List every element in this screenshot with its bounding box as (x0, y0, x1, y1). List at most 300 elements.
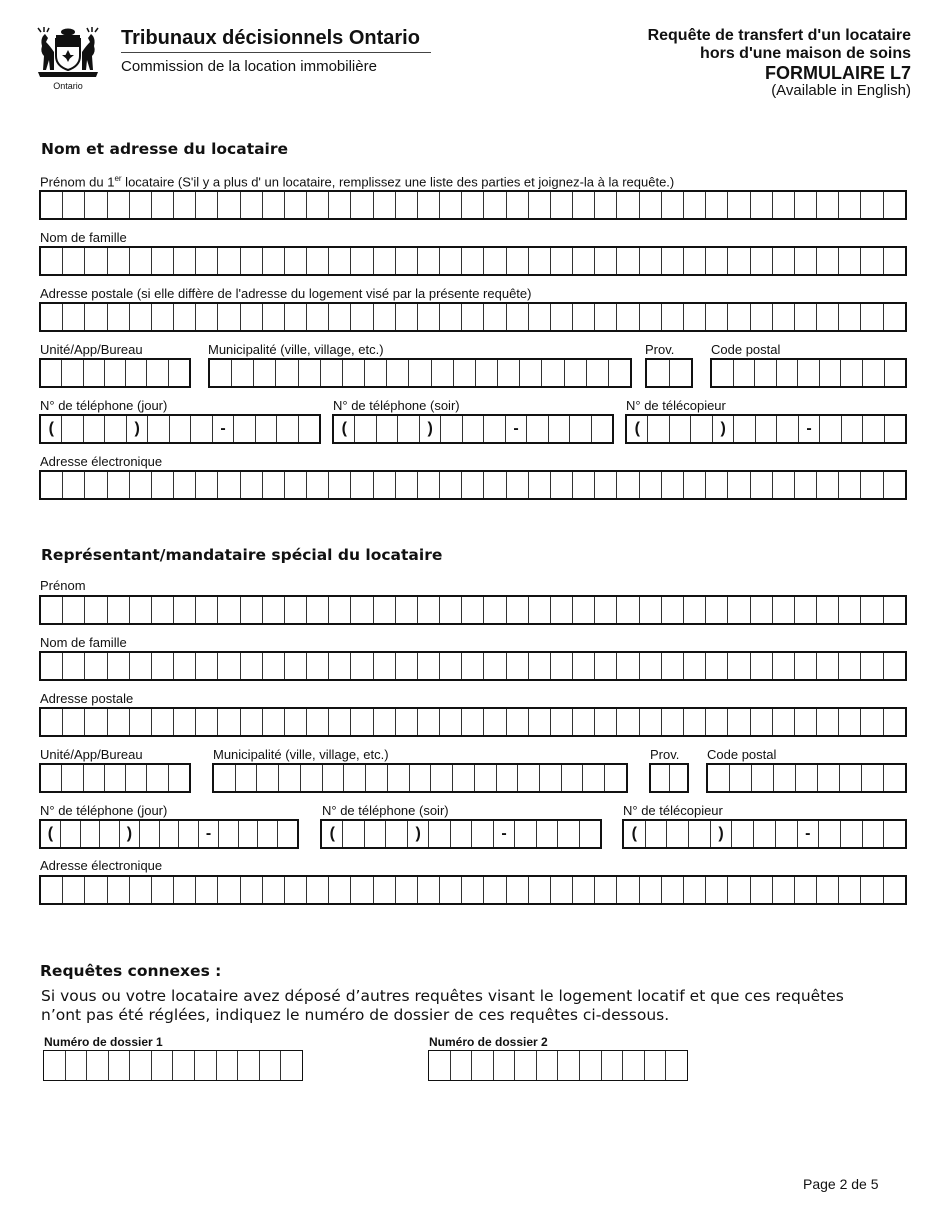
char-cell[interactable] (374, 472, 396, 498)
char-cell[interactable] (152, 597, 174, 623)
char-cell[interactable] (108, 248, 130, 274)
char-cell[interactable] (299, 360, 321, 386)
char-cell[interactable] (542, 360, 564, 386)
char-cell[interactable] (429, 821, 450, 847)
char-cell[interactable] (529, 709, 551, 735)
char-cell[interactable] (795, 709, 817, 735)
char-cell[interactable] (307, 304, 329, 330)
char-cell[interactable] (365, 821, 386, 847)
char-cell[interactable] (507, 653, 529, 679)
char-cell[interactable] (706, 248, 728, 274)
char-cell[interactable] (706, 877, 728, 903)
rep-phone-day-field[interactable] (39, 819, 299, 849)
char-cell[interactable] (85, 653, 107, 679)
char-cell[interactable] (232, 360, 254, 386)
char-cell[interactable] (595, 192, 617, 218)
char-cell[interactable] (640, 877, 662, 903)
char-cell[interactable] (884, 653, 905, 679)
char-cell[interactable] (277, 416, 298, 442)
char-cell[interactable] (41, 248, 63, 274)
char-cell[interactable] (595, 597, 617, 623)
char-cell[interactable] (152, 877, 174, 903)
char-cell[interactable] (108, 597, 130, 623)
char-cell[interactable] (109, 1051, 131, 1080)
char-cell[interactable] (884, 304, 905, 330)
char-cell[interactable] (374, 709, 396, 735)
char-cell[interactable] (126, 765, 147, 791)
char-cell[interactable] (706, 709, 728, 735)
char-cell[interactable] (196, 248, 218, 274)
char-cell[interactable] (365, 360, 387, 386)
char-cell[interactable] (343, 821, 364, 847)
char-cell[interactable] (706, 472, 728, 498)
char-cell[interactable] (462, 653, 484, 679)
char-cell[interactable] (529, 877, 551, 903)
char-cell[interactable] (706, 597, 728, 623)
char-cell[interactable] (263, 709, 285, 735)
char-cell[interactable] (573, 304, 595, 330)
char-cell[interactable] (580, 1051, 602, 1080)
char-cell[interactable] (706, 653, 728, 679)
char-cell[interactable] (617, 597, 639, 623)
char-cell[interactable] (751, 597, 773, 623)
char-cell[interactable] (587, 360, 609, 386)
char-cell[interactable] (540, 765, 562, 791)
char-cell[interactable] (377, 416, 398, 442)
char-cell[interactable] (484, 877, 506, 903)
char-cell[interactable] (648, 416, 669, 442)
char-cell[interactable] (431, 765, 453, 791)
char-cell[interactable] (451, 821, 472, 847)
char-cell[interactable] (218, 248, 240, 274)
char-cell[interactable] (507, 472, 529, 498)
char-cell[interactable] (507, 597, 529, 623)
char-cell[interactable] (398, 416, 419, 442)
char-cell[interactable] (241, 472, 263, 498)
char-cell[interactable] (592, 416, 612, 442)
tenant-phone-day-field[interactable] (39, 414, 321, 444)
char-cell[interactable] (241, 709, 263, 735)
char-cell[interactable] (795, 248, 817, 274)
char-cell[interactable] (484, 472, 506, 498)
char-cell[interactable] (130, 472, 152, 498)
char-cell[interactable] (529, 304, 551, 330)
char-cell[interactable] (351, 304, 373, 330)
char-cell[interactable] (839, 709, 861, 735)
char-cell[interactable] (666, 1051, 687, 1080)
char-cell[interactable] (798, 360, 820, 386)
char-cell[interactable] (796, 765, 818, 791)
char-cell[interactable] (565, 360, 587, 386)
char-cell[interactable] (861, 248, 883, 274)
char-cell[interactable] (756, 416, 777, 442)
char-cell[interactable] (817, 597, 839, 623)
char-cell[interactable] (418, 877, 440, 903)
char-cell[interactable] (734, 416, 755, 442)
char-cell[interactable] (63, 597, 85, 623)
char-cell[interactable] (301, 765, 323, 791)
char-cell[interactable] (494, 1051, 516, 1080)
char-cell[interactable] (108, 192, 130, 218)
char-cell[interactable] (41, 472, 63, 498)
char-cell[interactable] (440, 709, 462, 735)
char-cell[interactable] (285, 472, 307, 498)
char-cell[interactable] (285, 304, 307, 330)
char-cell[interactable] (670, 416, 691, 442)
char-cell[interactable] (130, 192, 152, 218)
rep-fax-field[interactable] (622, 819, 907, 849)
char-cell[interactable] (515, 821, 536, 847)
char-cell[interactable] (818, 765, 840, 791)
char-cell[interactable] (595, 248, 617, 274)
char-cell[interactable] (258, 821, 278, 847)
char-cell[interactable] (646, 821, 668, 847)
char-cell[interactable] (388, 765, 410, 791)
char-cell[interactable] (174, 192, 196, 218)
char-cell[interactable] (662, 877, 684, 903)
char-cell[interactable] (462, 304, 484, 330)
char-cell[interactable] (41, 304, 63, 330)
char-cell[interactable] (219, 821, 239, 847)
tenant-mailing-address-field[interactable] (39, 302, 907, 332)
char-cell[interactable] (218, 472, 240, 498)
char-cell[interactable] (170, 416, 191, 442)
char-cell[interactable] (752, 765, 774, 791)
char-cell[interactable] (351, 597, 373, 623)
char-cell[interactable] (520, 360, 542, 386)
char-cell[interactable] (169, 360, 189, 386)
char-cell[interactable] (241, 597, 263, 623)
char-cell[interactable] (558, 821, 579, 847)
char-cell[interactable] (329, 877, 351, 903)
char-cell[interactable] (863, 360, 885, 386)
char-cell[interactable] (595, 877, 617, 903)
char-cell[interactable] (396, 653, 418, 679)
char-cell[interactable] (728, 877, 750, 903)
rep-phone-evening-field[interactable] (320, 819, 602, 849)
char-cell[interactable] (196, 653, 218, 679)
char-cell[interactable] (777, 416, 798, 442)
char-cell[interactable] (126, 360, 147, 386)
rep-last-name-field[interactable] (39, 651, 907, 681)
char-cell[interactable] (640, 248, 662, 274)
char-cell[interactable] (241, 304, 263, 330)
char-cell[interactable] (507, 709, 529, 735)
char-cell[interactable] (263, 192, 285, 218)
char-cell[interactable] (396, 472, 418, 498)
char-cell[interactable] (684, 472, 706, 498)
char-cell[interactable] (260, 1051, 282, 1080)
char-cell[interactable] (462, 248, 484, 274)
char-cell[interactable] (839, 472, 861, 498)
char-cell[interactable] (640, 304, 662, 330)
char-cell[interactable] (884, 192, 905, 218)
char-cell[interactable] (728, 472, 750, 498)
char-cell[interactable] (773, 304, 795, 330)
char-cell[interactable] (418, 248, 440, 274)
char-cell[interactable] (549, 416, 570, 442)
char-cell[interactable] (130, 877, 152, 903)
char-cell[interactable] (776, 821, 798, 847)
rep-prov-field[interactable] (649, 763, 689, 793)
char-cell[interactable] (440, 304, 462, 330)
char-cell[interactable] (196, 472, 218, 498)
char-cell[interactable] (484, 416, 505, 442)
char-cell[interactable] (795, 192, 817, 218)
char-cell[interactable] (712, 360, 734, 386)
char-cell[interactable] (605, 765, 626, 791)
char-cell[interactable] (751, 248, 773, 274)
char-cell[interactable] (263, 472, 285, 498)
char-cell[interactable] (462, 597, 484, 623)
char-cell[interactable] (130, 248, 152, 274)
char-cell[interactable] (396, 304, 418, 330)
char-cell[interactable] (670, 360, 692, 386)
char-cell[interactable] (174, 709, 196, 735)
char-cell[interactable] (263, 597, 285, 623)
char-cell[interactable] (730, 765, 752, 791)
char-cell[interactable] (239, 821, 259, 847)
char-cell[interactable] (609, 360, 630, 386)
char-cell[interactable] (537, 821, 558, 847)
char-cell[interactable] (817, 877, 839, 903)
char-cell[interactable] (651, 765, 670, 791)
char-cell[interactable] (179, 821, 199, 847)
char-cell[interactable] (366, 765, 388, 791)
char-cell[interactable] (196, 709, 218, 735)
char-cell[interactable] (329, 709, 351, 735)
char-cell[interactable] (774, 765, 796, 791)
char-cell[interactable] (130, 1051, 152, 1080)
char-cell[interactable] (551, 653, 573, 679)
char-cell[interactable] (498, 360, 520, 386)
char-cell[interactable] (795, 653, 817, 679)
char-cell[interactable] (484, 248, 506, 274)
char-cell[interactable] (351, 653, 373, 679)
char-cell[interactable] (662, 192, 684, 218)
char-cell[interactable] (276, 360, 298, 386)
char-cell[interactable] (529, 472, 551, 498)
char-cell[interactable] (329, 653, 351, 679)
char-cell[interactable] (418, 472, 440, 498)
char-cell[interactable] (169, 765, 189, 791)
char-cell[interactable] (573, 877, 595, 903)
char-cell[interactable] (527, 416, 548, 442)
char-cell[interactable] (755, 360, 777, 386)
char-cell[interactable] (396, 192, 418, 218)
file-number-1-field[interactable] (43, 1050, 303, 1081)
char-cell[interactable] (773, 472, 795, 498)
char-cell[interactable] (355, 416, 376, 442)
char-cell[interactable] (84, 416, 105, 442)
char-cell[interactable] (662, 472, 684, 498)
char-cell[interactable] (573, 653, 595, 679)
char-cell[interactable] (152, 304, 174, 330)
char-cell[interactable] (817, 304, 839, 330)
char-cell[interactable] (689, 821, 711, 847)
char-cell[interactable] (108, 709, 130, 735)
tenant-email-field[interactable] (39, 470, 907, 500)
char-cell[interactable] (617, 472, 639, 498)
char-cell[interactable] (647, 360, 670, 386)
char-cell[interactable] (63, 709, 85, 735)
char-cell[interactable] (684, 709, 706, 735)
char-cell[interactable] (819, 821, 841, 847)
char-cell[interactable] (839, 304, 861, 330)
char-cell[interactable] (285, 192, 307, 218)
char-cell[interactable] (108, 472, 130, 498)
char-cell[interactable] (684, 192, 706, 218)
char-cell[interactable] (191, 416, 212, 442)
char-cell[interactable] (108, 877, 130, 903)
char-cell[interactable] (863, 821, 885, 847)
char-cell[interactable] (63, 653, 85, 679)
char-cell[interactable] (573, 709, 595, 735)
char-cell[interactable] (840, 765, 862, 791)
char-cell[interactable] (684, 653, 706, 679)
tenant-municipality-field[interactable] (208, 358, 632, 388)
tenant-unit-field[interactable] (39, 358, 191, 388)
char-cell[interactable] (795, 472, 817, 498)
char-cell[interactable] (884, 472, 905, 498)
char-cell[interactable] (440, 248, 462, 274)
char-cell[interactable] (440, 597, 462, 623)
char-cell[interactable] (617, 248, 639, 274)
char-cell[interactable] (640, 472, 662, 498)
file-number-2-field[interactable] (428, 1050, 688, 1081)
char-cell[interactable] (861, 877, 883, 903)
char-cell[interactable] (863, 416, 884, 442)
char-cell[interactable] (440, 653, 462, 679)
char-cell[interactable] (662, 304, 684, 330)
char-cell[interactable] (817, 248, 839, 274)
char-cell[interactable] (174, 248, 196, 274)
char-cell[interactable] (418, 192, 440, 218)
char-cell[interactable] (418, 709, 440, 735)
char-cell[interactable] (820, 416, 841, 442)
char-cell[interactable] (241, 877, 263, 903)
char-cell[interactable] (429, 1051, 451, 1080)
char-cell[interactable] (670, 765, 688, 791)
char-cell[interactable] (281, 1051, 302, 1080)
char-cell[interactable] (174, 472, 196, 498)
char-cell[interactable] (861, 597, 883, 623)
char-cell[interactable] (214, 765, 236, 791)
char-cell[interactable] (329, 192, 351, 218)
char-cell[interactable] (218, 877, 240, 903)
char-cell[interactable] (374, 192, 396, 218)
char-cell[interactable] (374, 597, 396, 623)
char-cell[interactable] (147, 360, 168, 386)
char-cell[interactable] (595, 709, 617, 735)
char-cell[interactable] (645, 1051, 667, 1080)
char-cell[interactable] (551, 877, 573, 903)
char-cell[interactable] (773, 248, 795, 274)
char-cell[interactable] (580, 821, 600, 847)
char-cell[interactable] (529, 653, 551, 679)
char-cell[interactable] (751, 653, 773, 679)
char-cell[interactable] (263, 248, 285, 274)
char-cell[interactable] (196, 192, 218, 218)
char-cell[interactable] (374, 653, 396, 679)
char-cell[interactable] (595, 653, 617, 679)
char-cell[interactable] (396, 248, 418, 274)
char-cell[interactable] (63, 472, 85, 498)
char-cell[interactable] (617, 192, 639, 218)
char-cell[interactable] (472, 1051, 494, 1080)
char-cell[interactable] (640, 192, 662, 218)
char-cell[interactable] (41, 709, 63, 735)
char-cell[interactable] (307, 709, 329, 735)
char-cell[interactable] (861, 653, 883, 679)
char-cell[interactable] (777, 360, 799, 386)
rep-unit-field[interactable] (39, 763, 191, 793)
char-cell[interactable] (484, 709, 506, 735)
rep-first-name-field[interactable] (39, 595, 907, 625)
char-cell[interactable] (374, 248, 396, 274)
char-cell[interactable] (795, 597, 817, 623)
char-cell[interactable] (684, 248, 706, 274)
char-cell[interactable] (307, 192, 329, 218)
char-cell[interactable] (85, 304, 107, 330)
char-cell[interactable] (285, 877, 307, 903)
char-cell[interactable] (279, 765, 301, 791)
char-cell[interactable] (662, 248, 684, 274)
char-cell[interactable] (84, 360, 105, 386)
tenant-phone-evening-field[interactable] (332, 414, 614, 444)
char-cell[interactable] (751, 472, 773, 498)
char-cell[interactable] (63, 304, 85, 330)
char-cell[interactable] (884, 765, 905, 791)
char-cell[interactable] (773, 653, 795, 679)
char-cell[interactable] (418, 653, 440, 679)
char-cell[interactable] (130, 304, 152, 330)
char-cell[interactable] (529, 248, 551, 274)
char-cell[interactable] (684, 597, 706, 623)
tenant-prov-field[interactable] (645, 358, 693, 388)
char-cell[interactable] (285, 597, 307, 623)
char-cell[interactable] (884, 821, 905, 847)
char-cell[interactable] (387, 360, 409, 386)
char-cell[interactable] (551, 597, 573, 623)
char-cell[interactable] (108, 653, 130, 679)
char-cell[interactable] (343, 360, 365, 386)
char-cell[interactable] (241, 248, 263, 274)
char-cell[interactable] (81, 821, 101, 847)
char-cell[interactable] (307, 597, 329, 623)
char-cell[interactable] (773, 709, 795, 735)
char-cell[interactable] (374, 877, 396, 903)
char-cell[interactable] (617, 304, 639, 330)
char-cell[interactable] (140, 821, 160, 847)
char-cell[interactable] (152, 653, 174, 679)
char-cell[interactable] (152, 248, 174, 274)
char-cell[interactable] (497, 765, 519, 791)
tenant-last-name-field[interactable] (39, 246, 907, 276)
char-cell[interactable] (418, 597, 440, 623)
char-cell[interactable] (751, 192, 773, 218)
char-cell[interactable] (210, 360, 232, 386)
char-cell[interactable] (570, 416, 591, 442)
char-cell[interactable] (602, 1051, 624, 1080)
char-cell[interactable] (691, 416, 712, 442)
rep-postal-code-field[interactable] (706, 763, 907, 793)
char-cell[interactable] (839, 248, 861, 274)
char-cell[interactable] (728, 653, 750, 679)
char-cell[interactable] (440, 192, 462, 218)
char-cell[interactable] (484, 597, 506, 623)
char-cell[interactable] (196, 877, 218, 903)
